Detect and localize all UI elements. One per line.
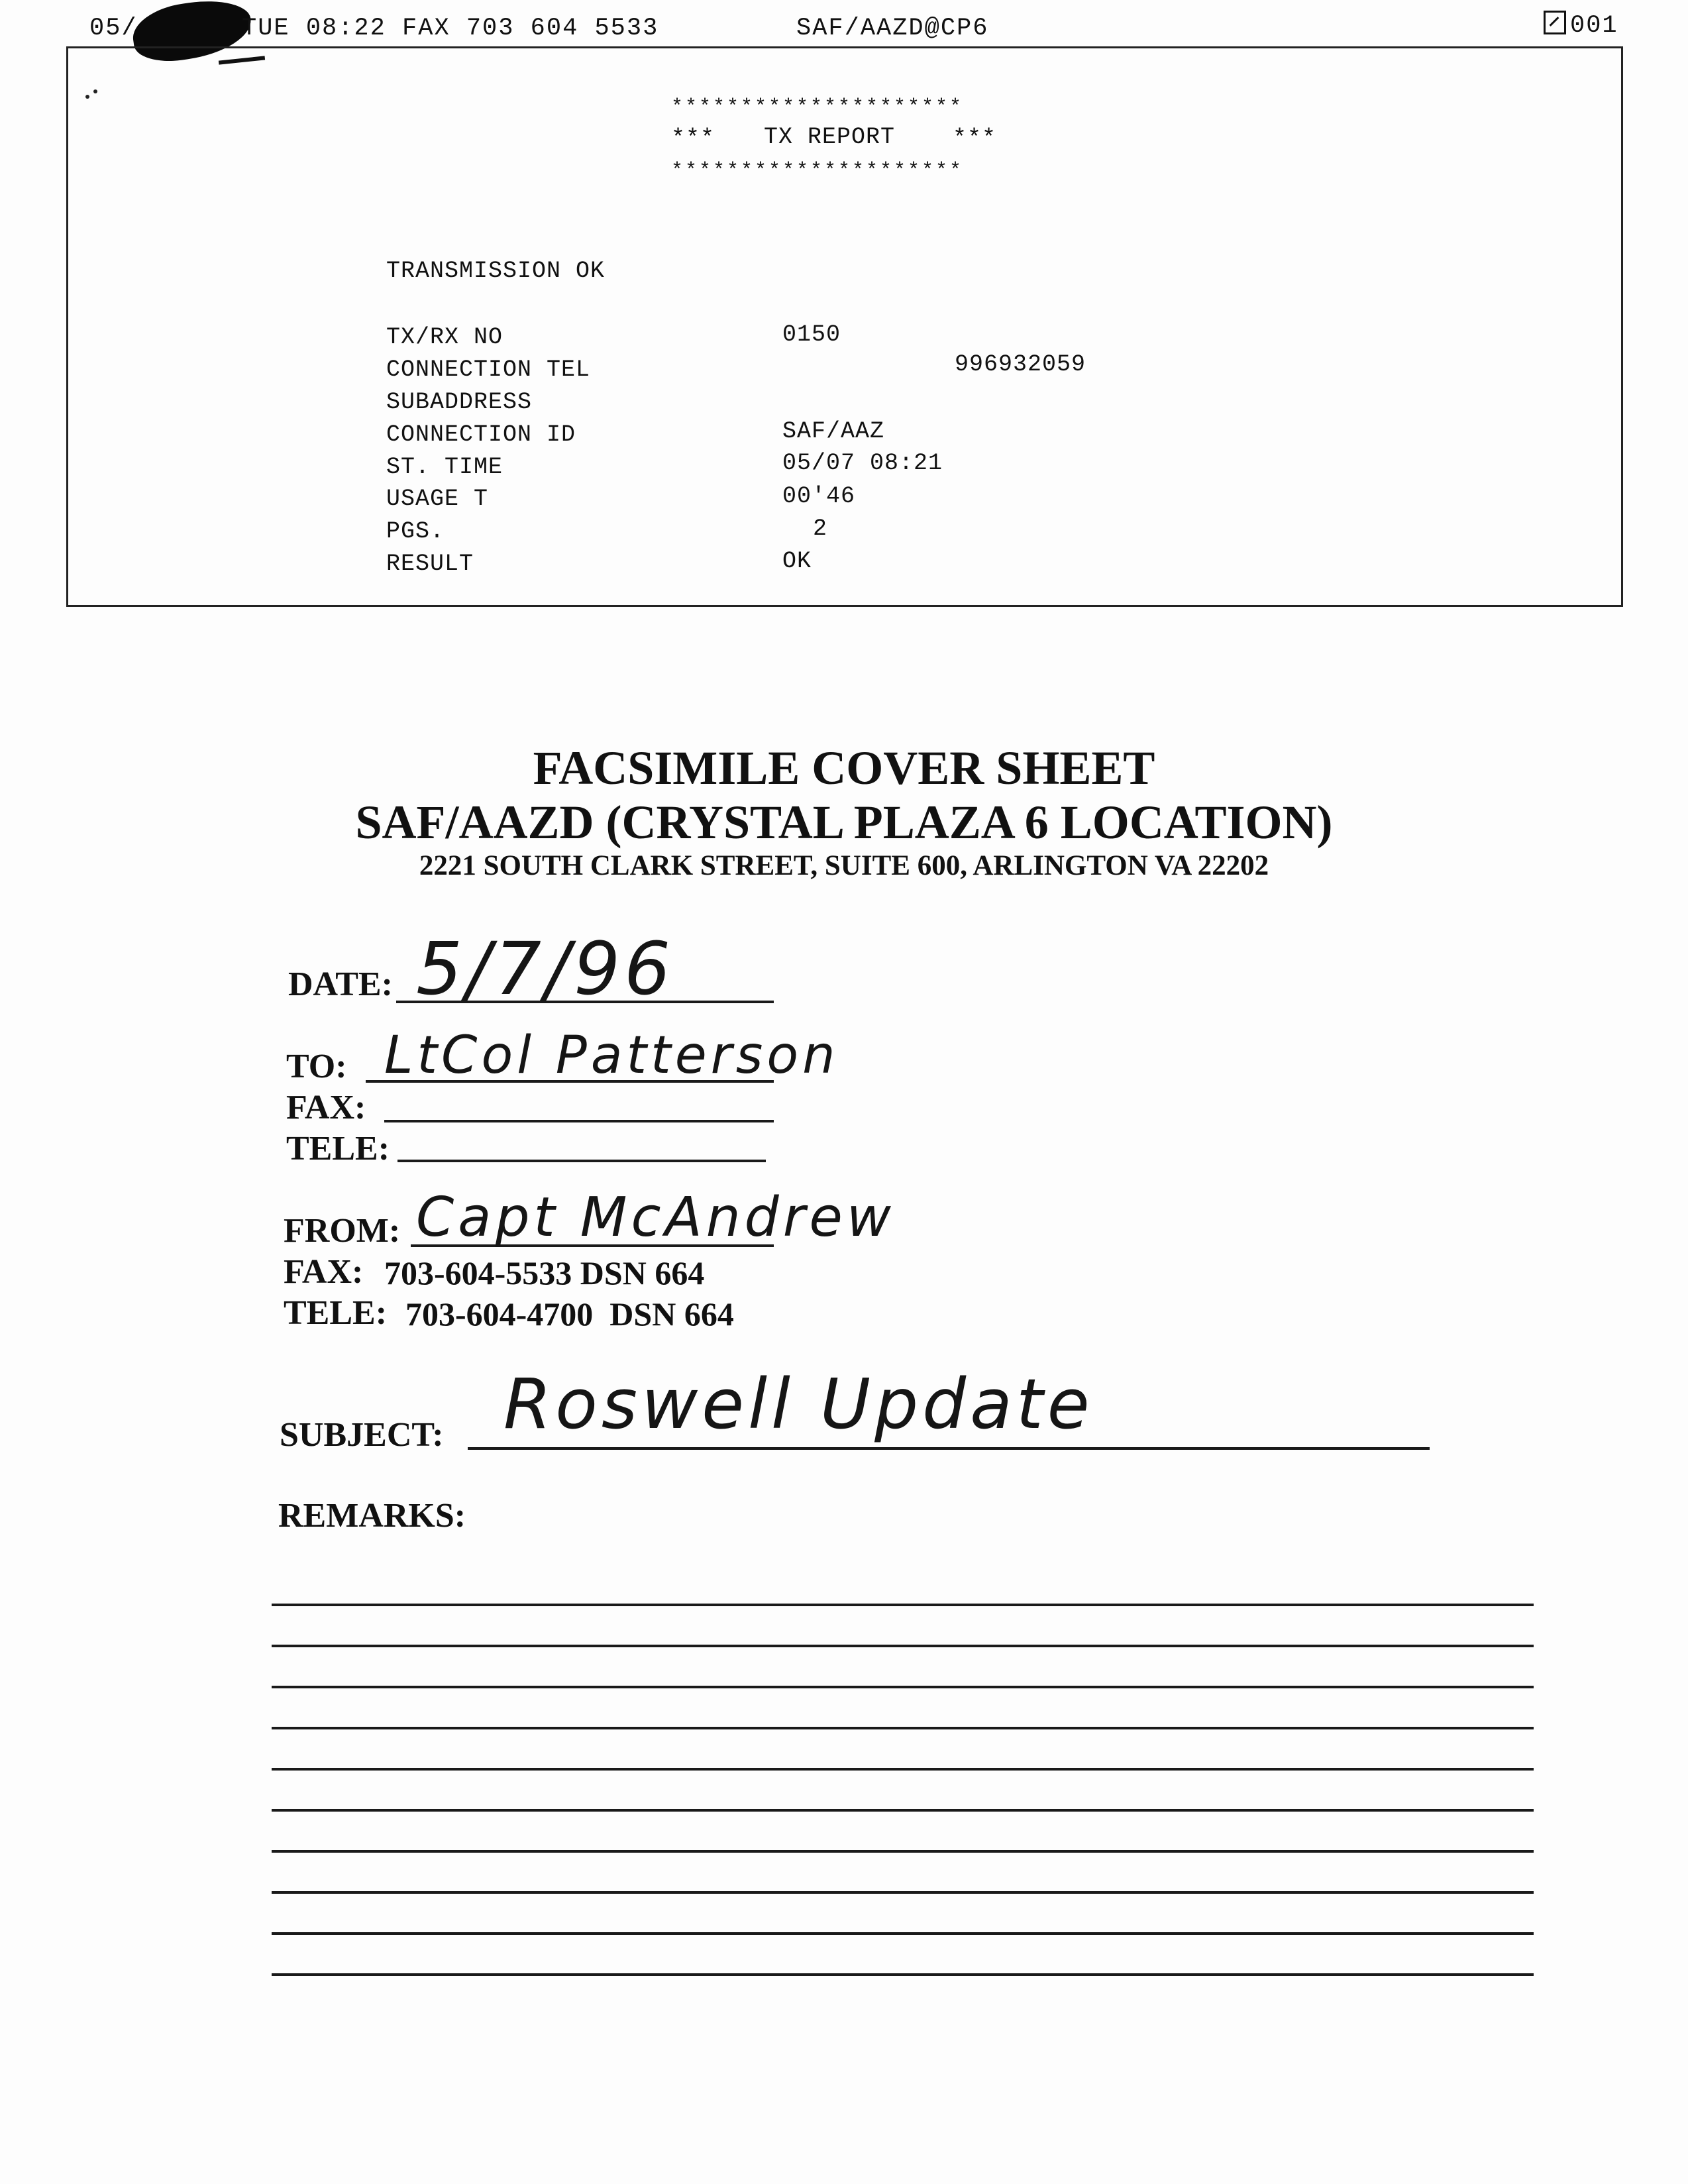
to-fax-line	[384, 1120, 774, 1122]
remarks-line	[272, 1727, 1534, 1729]
fax-header-page-number: 001	[1570, 12, 1618, 40]
date-label: DATE:	[288, 965, 393, 1003]
tx-row-label: CONNECTION TEL	[386, 356, 591, 383]
to-tele-label: TELE:	[286, 1130, 390, 1168]
fax-header-line: TUE 08:22 FAX 703 604 5533	[242, 15, 659, 42]
from-fax-value: 703-604-5533 DSN 664	[384, 1254, 705, 1291]
from-fax-label: FAX:	[284, 1253, 364, 1291]
tx-row-label: ST. TIME	[386, 454, 503, 480]
date-handwritten: 5/7/96	[416, 926, 675, 1011]
fax-header-page	[1544, 11, 1618, 40]
tx-report-stars-top: *********************	[671, 96, 964, 119]
tx-row-value: SAF/AAZ	[782, 418, 885, 445]
cover-office: SAF/AAZD (CRYSTAL PLAZA 6 LOCATION)	[355, 796, 1333, 849]
tx-row-value: 996932059	[955, 351, 1086, 378]
to-handwritten: LtCol Patterson	[384, 1026, 839, 1085]
tx-row-value: 05/07 08:21	[782, 450, 943, 476]
tx-row-label: USAGE T	[386, 486, 489, 512]
tx-report-status: TRANSMISSION OK	[386, 258, 606, 284]
tx-row-label: TX/RX NO	[386, 324, 503, 351]
to-label: TO:	[286, 1048, 347, 1085]
remarks-line	[272, 1973, 1534, 1976]
tx-row-label: PGS.	[386, 518, 445, 545]
tx-report-title-right: ***	[953, 125, 997, 152]
cover-title: FACSIMILE COVER SHEET	[533, 741, 1155, 794]
remarks-line	[272, 1604, 1534, 1606]
fax-header-date: 05/	[89, 15, 138, 42]
subject-label: SUBJECT:	[280, 1416, 444, 1454]
remarks-line	[272, 1891, 1534, 1894]
tx-report-stars-bottom: *********************	[671, 160, 964, 182]
from-tele-label: TELE:	[284, 1294, 388, 1332]
from-handwritten: Capt McAndrew	[416, 1186, 895, 1249]
tx-row-value: OK	[782, 548, 812, 574]
cover-address: 2221 SOUTH CLARK STREET, SUITE 600, ARLINGTON VA 22202	[419, 850, 1269, 881]
remarks-line	[272, 1809, 1534, 1812]
remarks-line	[272, 1645, 1534, 1647]
remarks-line	[272, 1768, 1534, 1771]
remarks-line	[272, 1686, 1534, 1688]
tx-row-value: 0150	[782, 321, 841, 348]
tx-report-title: TX REPORT	[764, 124, 896, 150]
remarks-label: REMARKS:	[278, 1497, 466, 1535]
tx-row-label: CONNECTION ID	[386, 421, 576, 448]
remarks-line	[272, 1850, 1534, 1853]
tx-report-title-left: ***	[671, 125, 715, 152]
from-tele-value: 703-604-4700 DSN 664	[405, 1295, 734, 1333]
tx-row-label: RESULT	[386, 551, 474, 577]
remarks-line	[272, 1932, 1534, 1935]
tx-row-value: 2	[813, 516, 828, 542]
remarks-lines	[272, 1604, 1534, 2014]
scan-speck	[85, 95, 89, 99]
to-fax-label: FAX:	[286, 1089, 366, 1126]
fax-header-station: SAF/AAZD@CP6	[796, 15, 989, 42]
to-tele-line	[397, 1160, 766, 1162]
scan-speck	[93, 89, 97, 93]
fax-page-icon	[1544, 11, 1566, 34]
tx-report-box	[66, 46, 1623, 607]
tx-row-value: 00'46	[782, 483, 856, 510]
tx-row-label: SUBADDRESS	[386, 389, 533, 415]
from-label: FROM:	[284, 1212, 401, 1250]
subject-handwritten: Roswell Update	[503, 1364, 1094, 1445]
subject-line	[468, 1447, 1430, 1450]
